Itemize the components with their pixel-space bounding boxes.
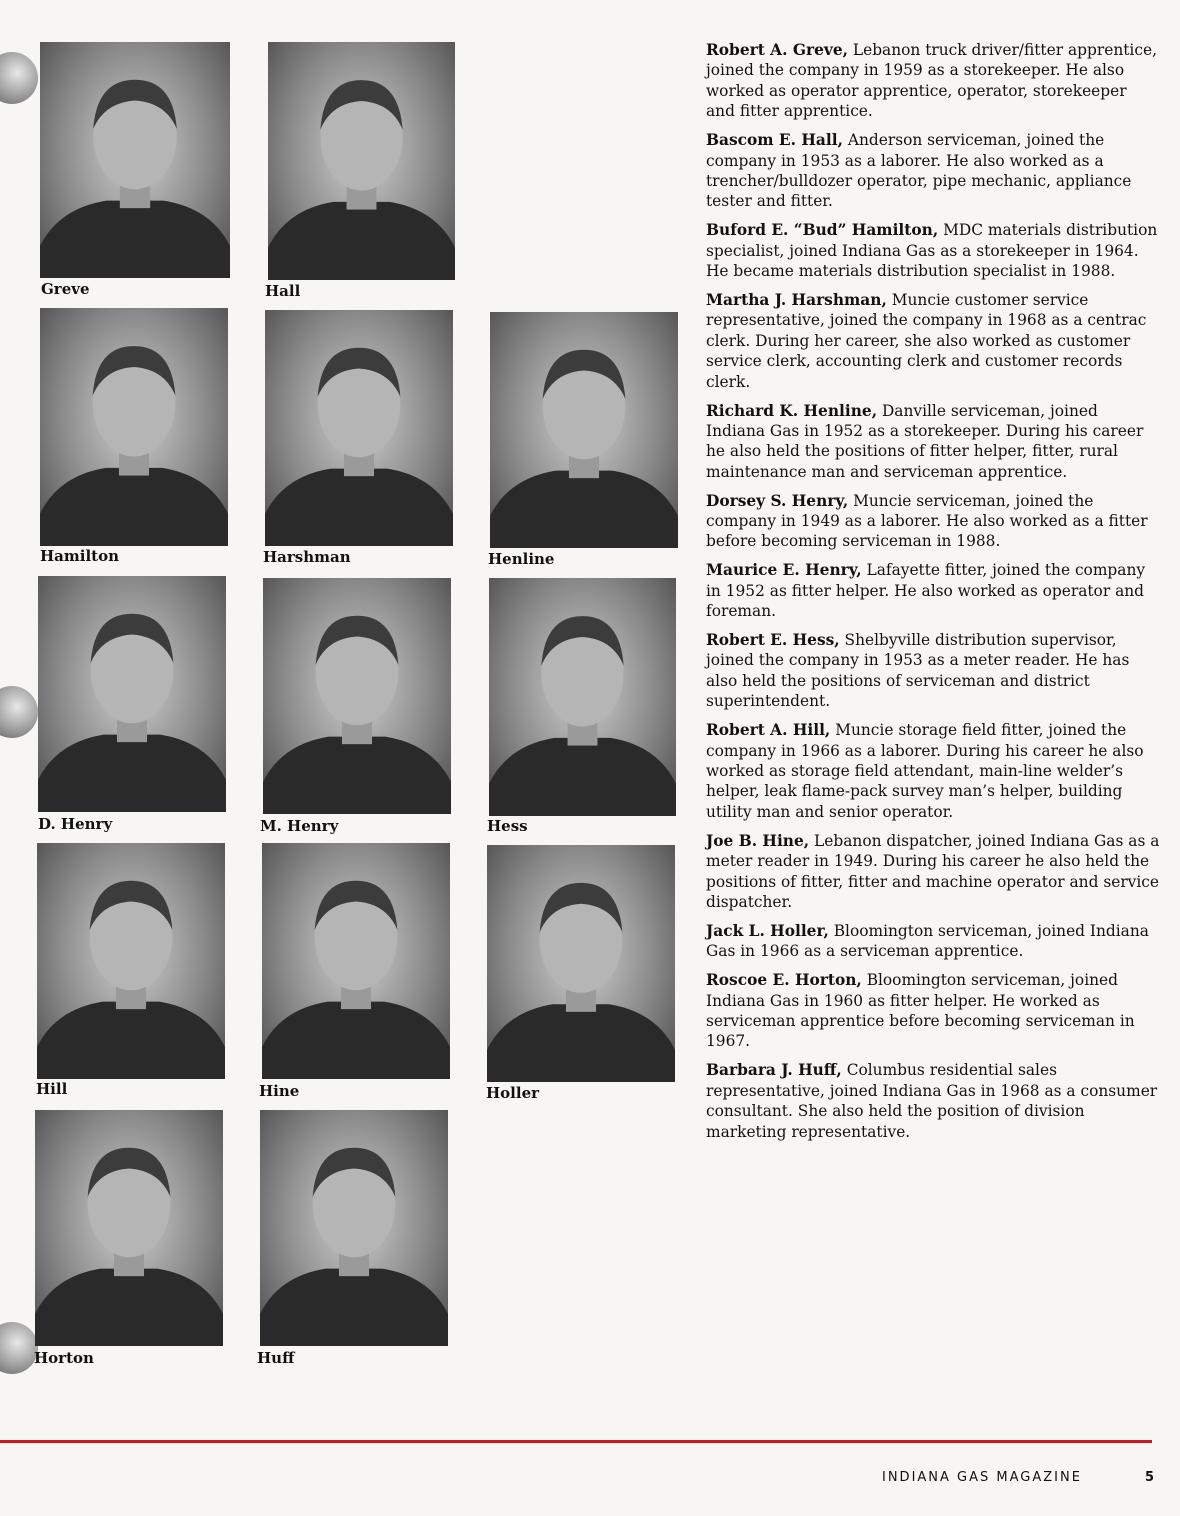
binder-hole-top (0, 52, 38, 104)
bio-text: MDC materials distribution specialist, joined Indiana Gas as a storekeeper in 1964. He became materials distribution specialist in 1988. (706, 221, 1158, 281)
bio-henline (706, 401, 1160, 483)
portrait-photo-hill (37, 843, 225, 1079)
bio-hall (706, 130, 1160, 212)
bio-name: Bascom E. Hall, (706, 131, 843, 150)
bio-name: Joe B. Hine, (706, 831, 810, 850)
bio-text: Shelbyville distribution supervisor, joined the company in 1953 as a meter reader. He has also held the positions of serviceman and district superintendent. (706, 631, 1130, 711)
caption-hamilton: Hamilton (40, 547, 119, 565)
caption-greve: Greve (41, 280, 90, 298)
bio-text: Bloomington serviceman, joined Indiana Gas in 1960 as fitter helper. He worked as serviceman apprentice before becoming serviceman in 1967. (706, 971, 1135, 1051)
portrait-photo-hall (268, 42, 455, 280)
footer-rule (0, 1440, 1152, 1443)
biography-column (706, 40, 1160, 1150)
caption-d-henry: D. Henry (38, 815, 113, 833)
portrait-photo-hess (489, 578, 676, 816)
portrait-photo-m-henry (263, 578, 451, 814)
portrait-photo-harshman (265, 310, 453, 546)
portrait-silhouette (35, 1110, 223, 1346)
bio-text: Lafayette fitter, joined the company in 1952 as fitter helper. He also worked as operator and foreman. (706, 561, 1146, 621)
bio-name: Robert E. Hess, (706, 631, 840, 650)
bio-text: Muncie customer service representative, joined the company in 1968 as a centrac clerk. During her career, she also worked as customer service clerk, accounting clerk and customer records clerk. (706, 290, 1147, 391)
caption-holler: Holler (486, 1084, 540, 1102)
portrait-silhouette (490, 312, 678, 548)
bio-huff (706, 1060, 1160, 1142)
bio-name: Martha J. Harshman, (706, 290, 887, 309)
caption-henline: Henline (488, 550, 555, 568)
bio-holler (706, 921, 1160, 962)
bio-harshman (706, 290, 1160, 392)
bio-text: Bloomington serviceman, joined Indiana Gas in 1966 as a serviceman apprentice. (706, 921, 1149, 961)
portrait-silhouette (260, 1110, 448, 1346)
bio-text: Lebanon dispatcher, joined Indiana Gas as a meter reader in 1949. During his career he also held the positions of fitter, fitter and machine operator and service dispatcher. (706, 831, 1160, 911)
caption-hess: Hess (487, 817, 528, 835)
bio-name: Barbara J. Huff, (706, 1061, 842, 1080)
portrait-silhouette (37, 843, 225, 1079)
bio-greve (706, 40, 1160, 122)
bio-name: Dorsey S. Henry, (706, 491, 849, 510)
caption-hill: Hill (36, 1080, 68, 1098)
bio-text: Lebanon truck driver/fitter apprentice, joined the company in 1959 as a storekeeper. He also worked as operator apprentice, operator, storekeeper and fitter apprentice. (706, 41, 1157, 121)
footer-magazine-title: INDIANA GAS MAGAZINE (882, 1470, 1082, 1485)
bio-hess (706, 630, 1160, 712)
bio-name: Richard K. Henline, (706, 401, 878, 420)
portrait-photo-horton (35, 1110, 223, 1346)
bio-m-henry (706, 560, 1160, 621)
portrait-photo-greve (40, 42, 230, 278)
caption-m-henry: M. Henry (260, 817, 339, 835)
portrait-photo-henline (490, 312, 678, 548)
bio-hill (706, 720, 1160, 822)
portrait-photo-hamilton (40, 308, 228, 546)
portrait-photo-huff (260, 1110, 448, 1346)
portrait-photo-d-henry (38, 576, 226, 812)
bio-d-henry (706, 491, 1160, 552)
bio-name: Maurice E. Henry, (706, 561, 862, 580)
bio-hine (706, 831, 1160, 913)
portrait-photo-hine (262, 843, 450, 1079)
bio-text: Columbus residential sales representative, joined Indiana Gas in 1968 as a consumer consultant. She also held the position of division marketing representative. (706, 1061, 1158, 1141)
bio-text: Muncie serviceman, joined the company in 1949 as a laborer. He also worked as a fitter before becoming serviceman in 1988. (706, 491, 1148, 551)
caption-hine: Hine (259, 1082, 300, 1100)
bio-text: Danville serviceman, joined Indiana Gas in 1952 as a storekeeper. During his career he also held the positions of fitter helper, fitter, rural maintenance man and serviceman apprentice. (706, 401, 1144, 481)
binder-hole-middle (0, 686, 38, 738)
bio-name: Buford E. “Bud” Hamilton, (706, 221, 939, 240)
portrait-silhouette (265, 310, 453, 546)
bio-name: Robert A. Greve, (706, 41, 848, 59)
portrait-silhouette (487, 845, 675, 1082)
portrait-silhouette (40, 42, 230, 278)
caption-hall: Hall (265, 282, 301, 300)
portrait-silhouette (38, 576, 226, 812)
bio-name: Roscoe E. Horton, (706, 971, 862, 990)
portrait-silhouette (489, 578, 676, 816)
page-number: 5 (1145, 1470, 1155, 1485)
portrait-silhouette (268, 42, 455, 280)
portrait-silhouette (263, 578, 451, 814)
caption-horton: Horton (34, 1349, 94, 1367)
bio-horton (706, 970, 1160, 1052)
bio-hamilton (706, 220, 1160, 281)
caption-harshman: Harshman (263, 548, 351, 566)
binder-hole-bottom (0, 1322, 38, 1374)
bio-text: Muncie storage field fitter, joined the company in 1966 as a laborer. During his career he also worked as storage field attendant, main-line welder’s helper, leak flame-pack survey man’s helper, building utility man and senior operator. (706, 721, 1144, 821)
portrait-silhouette (262, 843, 450, 1079)
bio-name: Jack L. Holler, (706, 921, 829, 940)
portrait-photo-holler (487, 845, 675, 1082)
bio-name: Robert A. Hill, (706, 721, 831, 740)
bio-text: Anderson serviceman, joined the company in 1953 as a laborer. He also worked as a trencher/bulldozer operator, pipe mechanic, appliance tester and fitter. (706, 131, 1132, 211)
caption-huff: Huff (257, 1349, 295, 1367)
portrait-silhouette (40, 308, 228, 546)
